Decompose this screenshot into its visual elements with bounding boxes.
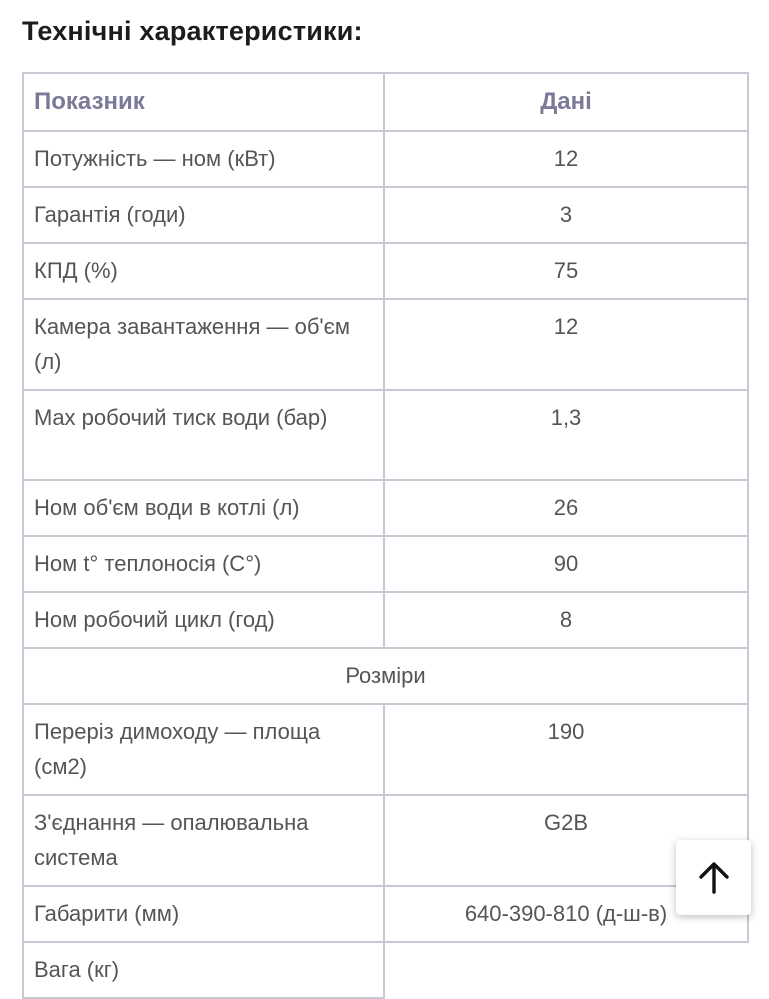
- row-value: 8: [384, 592, 748, 648]
- table-row: [23, 243, 748, 299]
- table-row: [23, 592, 748, 648]
- column-header-data: Дані: [384, 73, 748, 131]
- table-row: [23, 390, 748, 480]
- table-header-row: [23, 73, 748, 131]
- section-row: [23, 648, 748, 704]
- row-value: 75: [384, 243, 748, 299]
- row-value: 640-390-810 (д-ш-в): [384, 886, 748, 942]
- table-row: [23, 942, 748, 998]
- row-label: Гарантія (годи): [23, 187, 384, 243]
- row-label: Ном об'єм води в котлі (л): [23, 480, 384, 536]
- row-label: З'єднання — опалювальна система: [23, 795, 384, 886]
- row-value: G2B: [384, 795, 748, 886]
- row-value: 26: [384, 480, 748, 536]
- table-row: [23, 536, 748, 592]
- column-header-parameter: Показник: [23, 73, 384, 131]
- row-label: Ном робочий цикл (год): [23, 592, 384, 648]
- section-heading: Розміри: [23, 648, 748, 704]
- row-value: 90: [384, 536, 748, 592]
- row-label: Max робочий тиск води (бар): [23, 390, 384, 480]
- table-row: [23, 131, 748, 187]
- table-row: [23, 480, 748, 536]
- table-row: [23, 886, 748, 942]
- row-value: 12: [384, 131, 748, 187]
- row-label: Переріз димоходу — площа (см2): [23, 704, 384, 795]
- table-row: [23, 187, 748, 243]
- row-value: [384, 942, 748, 998]
- row-label: Потужність — ном (кВт): [23, 131, 384, 187]
- table-row: [23, 299, 748, 390]
- row-label: Вага (кг): [23, 942, 384, 998]
- table-row: [23, 704, 748, 795]
- arrow-up-icon: [697, 861, 731, 895]
- scroll-to-top-button[interactable]: [676, 840, 751, 915]
- row-value: 190: [384, 704, 748, 795]
- row-label: Габарити (мм): [23, 886, 384, 942]
- row-value: 1,3: [384, 390, 748, 480]
- row-value: 12: [384, 299, 748, 390]
- specifications-table: [22, 72, 749, 999]
- row-label: КПД (%): [23, 243, 384, 299]
- row-label: Ном t° теплоносія (С°): [23, 536, 384, 592]
- page-title: Технічні характеристики:: [22, 16, 363, 46]
- row-value: 3: [384, 187, 748, 243]
- row-label: Камера завантаження — об'єм (л): [23, 299, 384, 390]
- table-row: [23, 795, 748, 886]
